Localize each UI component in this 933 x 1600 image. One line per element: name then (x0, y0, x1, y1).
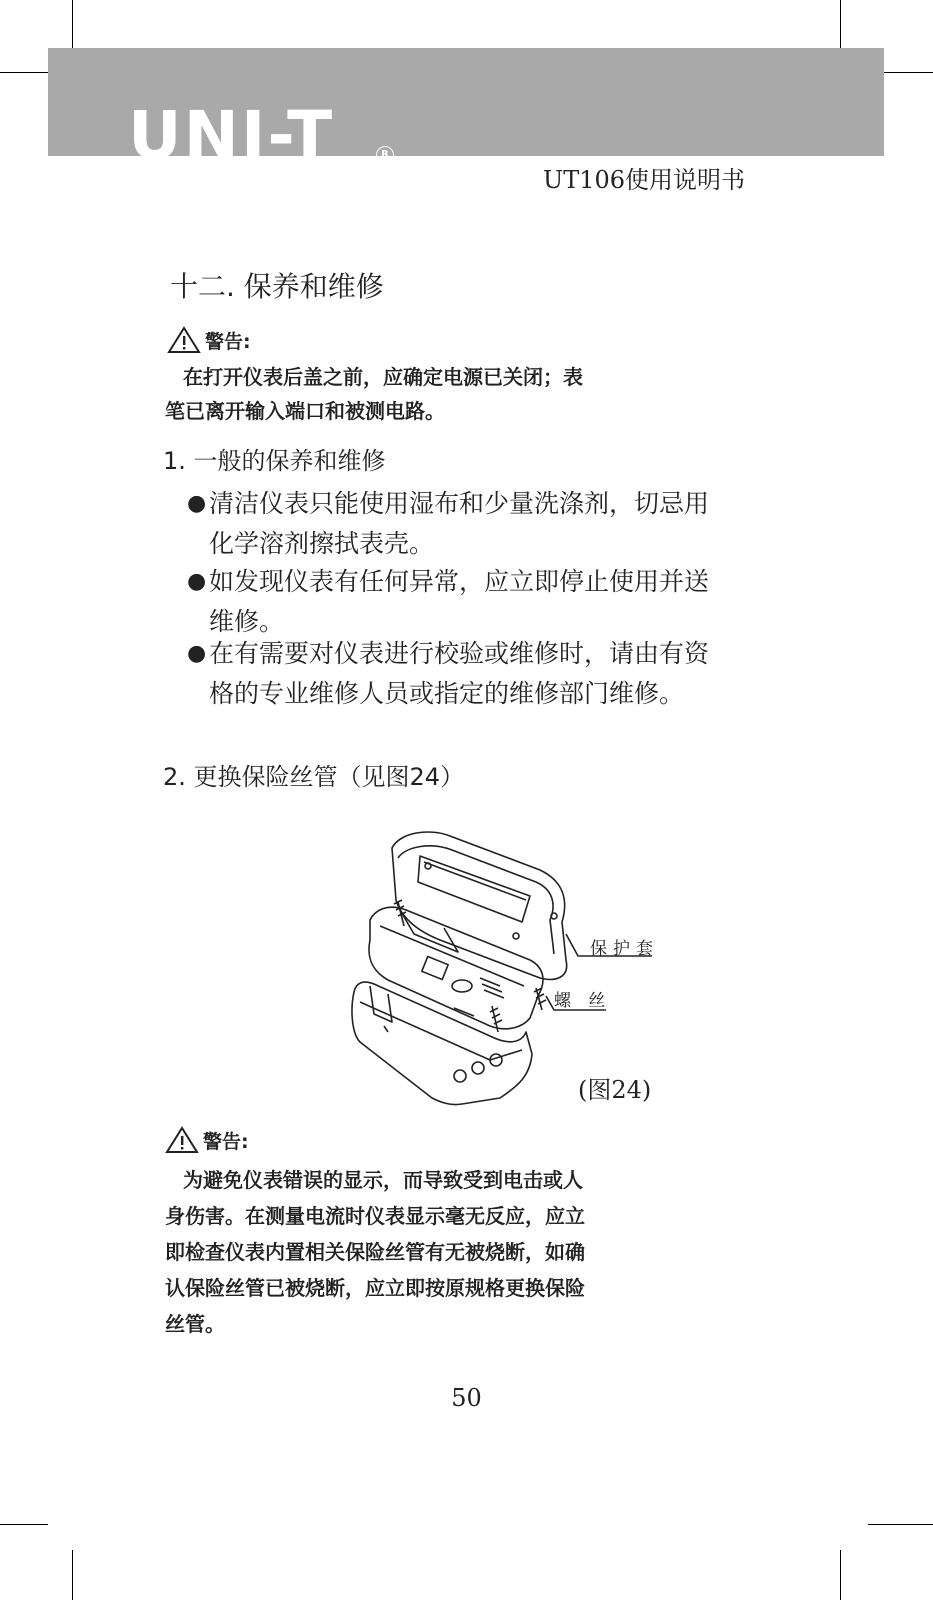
crop-mark (0, 1524, 48, 1525)
warning-line: 认保险丝管已被烧断，应立即按原规格更换保险 (165, 1276, 585, 1300)
list-item-line: 格的专业维修人员或指定的维修部门维修。 (209, 679, 685, 708)
warning-line: 笔已离开输入端口和被测电路。 (165, 399, 445, 423)
brand-logo: UNI-T (128, 97, 335, 174)
meter-diagram (340, 810, 680, 1110)
warning-label: 警告: (203, 1130, 249, 1153)
warning-line: 身伤害。在测量电流时仪表显示毫无反应，应立 (165, 1204, 585, 1228)
warning-label: 警告: (205, 330, 251, 353)
figure-caption: (图24) (578, 1076, 652, 1104)
crop-mark (868, 1524, 933, 1525)
crop-mark (0, 72, 48, 73)
document-title: UT106使用说明书 (543, 166, 746, 194)
bullet-icon: ● (187, 641, 207, 666)
warning-triangle-icon (167, 326, 201, 354)
subsection-title: 2. 更换保险丝管（见图24） (163, 763, 465, 791)
screw-label: 螺 丝 (554, 991, 612, 1011)
crop-mark (840, 0, 841, 48)
list-item-line: 维修。 (209, 607, 285, 636)
list-item (187, 634, 757, 714)
list-item (187, 484, 757, 564)
warning-triangle-icon (165, 1126, 199, 1154)
crop-mark (72, 1550, 73, 1600)
bullet-icon: ● (187, 569, 207, 594)
warning-text (165, 360, 745, 428)
crop-mark (840, 1550, 841, 1600)
list-item-line: 化学溶剂擦拭表壳。 (209, 529, 435, 558)
registered-mark-icon: R (376, 146, 394, 164)
warning-heading (165, 1126, 249, 1154)
list-item (187, 562, 757, 642)
warning-line: 在打开仪表后盖之前，应确定电源已关闭；表 (183, 365, 583, 389)
list-item-line: 在有需要对仪表进行校验或维修时，请由有资 (209, 639, 710, 668)
crop-mark (72, 0, 73, 48)
subsection-title: 1. 一般的保养和维修 (163, 447, 386, 475)
warning-line: 丝管。 (165, 1312, 225, 1336)
page-number: 50 (451, 1384, 482, 1412)
list-item-line: 清洁仪表只能使用湿布和少量洗涤剂，切忌用 (209, 489, 710, 518)
fuse-replacement-figure (340, 810, 680, 1110)
warning-heading (167, 326, 251, 354)
bullet-icon: ● (187, 491, 207, 516)
warning-text (165, 1162, 745, 1342)
section-title: 十二. 保养和维修 (170, 270, 384, 303)
warning-line: 即检查仪表内置相关保险丝管有无被烧断，如确 (165, 1240, 585, 1264)
list-item-line: 如发现仪表有任何异常，应立即停止使用并送 (209, 567, 710, 596)
warning-line: 为避免仪表错误的显示，而导致受到电击或人 (183, 1168, 583, 1192)
holster-label: 保护套 (590, 939, 659, 959)
